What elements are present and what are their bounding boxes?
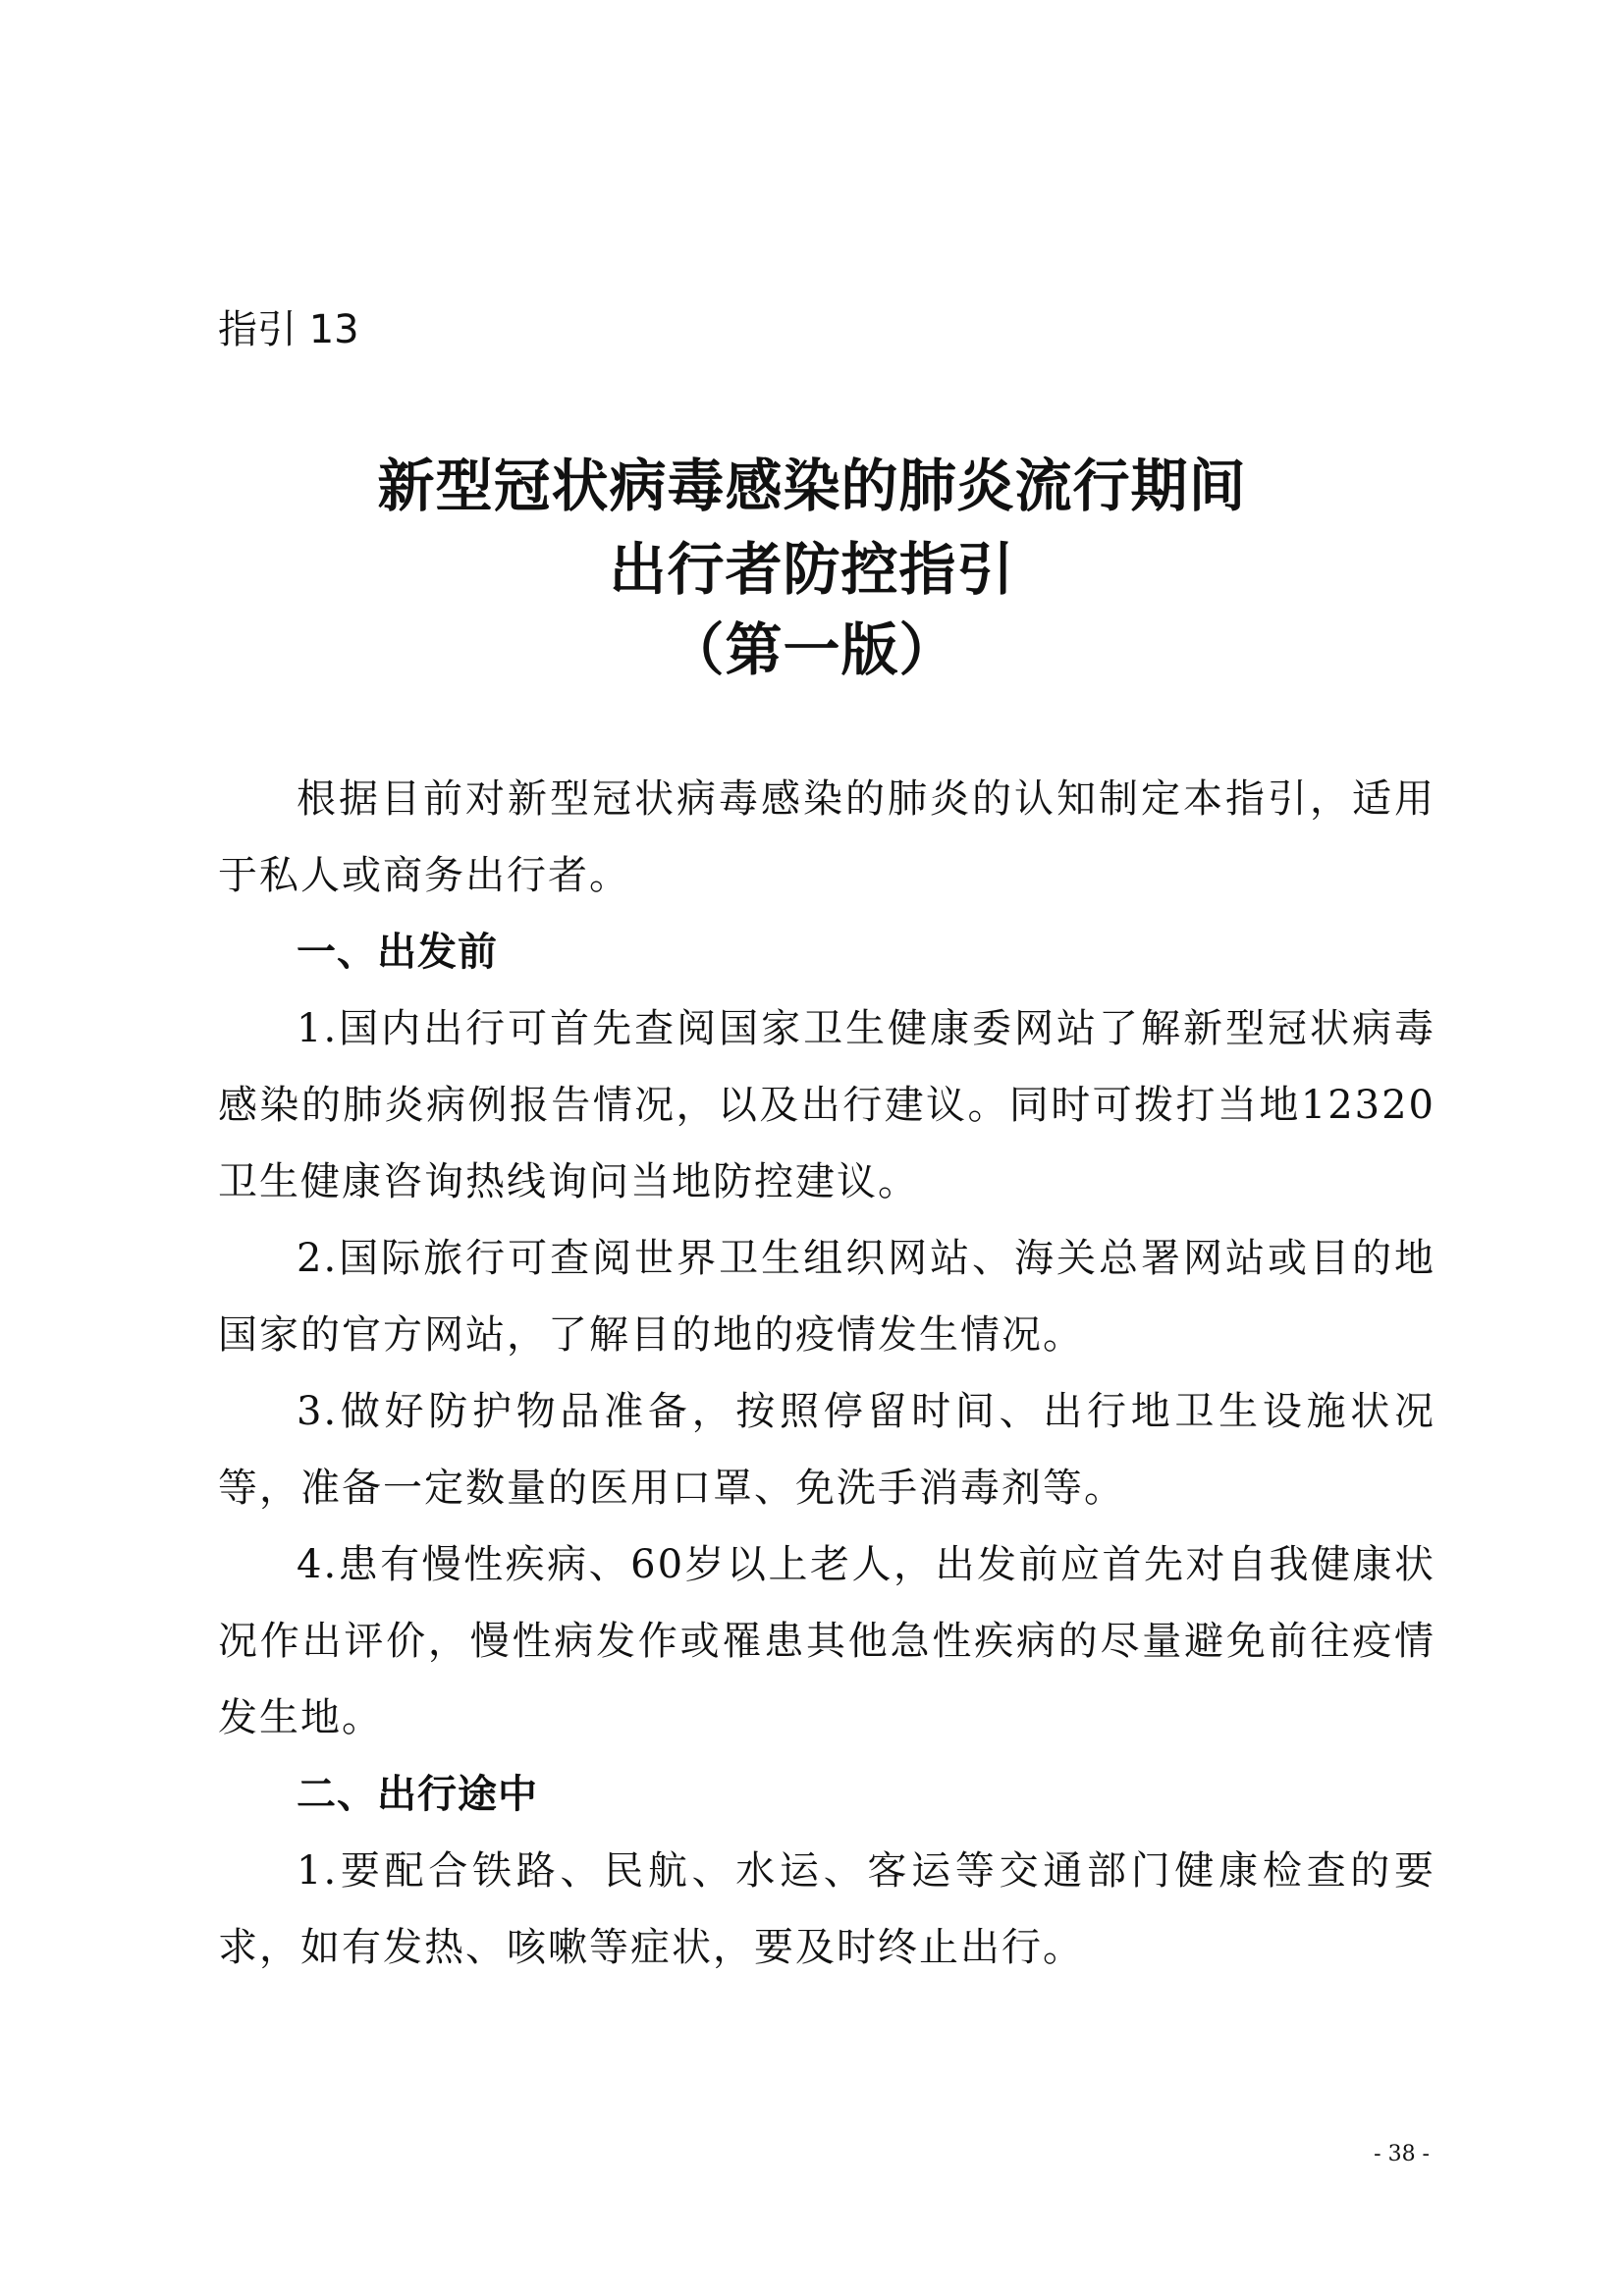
document-title-line-3: （第一版） <box>667 616 957 683</box>
section1-item-2: 2.国际旅行可查阅世界卫生组织网站、海关总署网站或目的地国家的官方网站，了解目的地的疫情发生情况。 <box>218 1236 1435 1358</box>
intro-paragraph: 根据目前对新型冠状病毒感染的肺炎的认知制定本指引，适用于私人或商务出行者。 <box>218 776 1435 898</box>
document-body <box>218 761 1435 1986</box>
section-heading-before-departure: 一、出发前 <box>297 930 498 975</box>
section1-item-3: 3.做好防护物品准备，按照停留时间、出行地卫生设施状况等，准备一定数量的医用口罩、免洗手消毒剂等。 <box>218 1389 1435 1511</box>
section1-item-1: 1.国内出行可首先查阅国家卫生健康委网站了解新型冠状病毒感染的肺炎病例报告情况，以及出行建议。同时可拨打当地12320卫生健康咨询热线询问当地防控建议。 <box>218 1006 1435 1204</box>
section-heading-during-travel: 二、出行途中 <box>297 1772 538 1817</box>
section2-item-1: 1.要配合铁路、民航、水运、客运等交通部门健康检查的要求，如有发热、咳嗽等症状，要及时终止出行。 <box>218 1848 1435 1970</box>
page-number: - 38 - <box>1374 2142 1430 2166</box>
section1-item-4: 4.患有慢性疾病、60岁以上老人，出发前应首先对自我健康状况作出评价，慢性病发作或罹患其他急性疾病的尽量避免前往疫情发生地。 <box>218 1542 1435 1740</box>
document-title-line-1: 新型冠状病毒感染的肺炎流行期间 <box>377 453 1247 519</box>
guide-label: 指引 13 <box>218 307 359 352</box>
document-title-line-2: 出行者防控指引 <box>609 536 1015 603</box>
